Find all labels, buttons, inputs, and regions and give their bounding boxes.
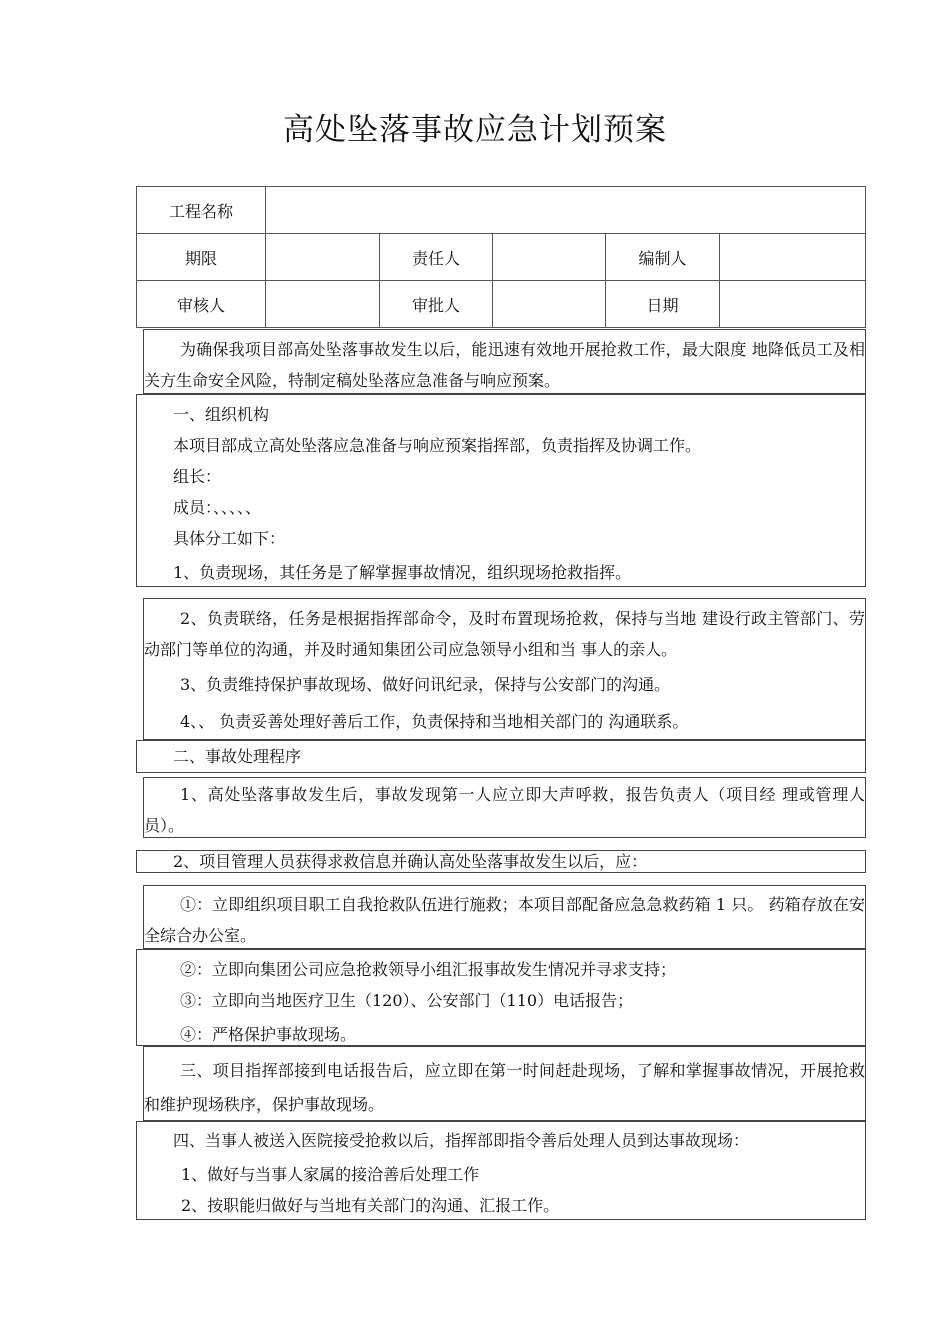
procedure-sub-3: ③：立即向当地医疗卫生（120）、公安部门（110）电话报告； — [180, 991, 634, 1010]
intro-section — [143, 329, 866, 394]
leader-line: 组长： — [173, 467, 222, 486]
aftercare-item-2: 2、按职能归做好与当地有关部门的沟通、汇报工作。 — [181, 1196, 560, 1215]
approver-value[interactable] — [493, 281, 606, 328]
command-section — [143, 1046, 866, 1121]
procedure-sub-2: ②：立即向集团公司应急抢救领导小组汇报事故发生情况并寻求支持； — [180, 960, 677, 979]
procedure-sub-4: ④：严格保护事故现场。 — [180, 1025, 357, 1044]
project-name-label: 工程名称 — [137, 187, 266, 234]
aftercare-item-1: 1、做好与当事人家属的接洽善后处理工作 — [181, 1165, 480, 1184]
duty-4: 4、、 负责妥善处理好善后工作，负责保持和当地相关部门的 沟通联系。 — [180, 712, 689, 731]
organization-line: 本项目部成立高处坠落应急准备与响应预案指挥部，负责指挥及协调工作。 — [173, 436, 702, 455]
aftercare-section — [136, 1121, 866, 1220]
procedure-step1-box — [143, 777, 866, 838]
procedure-heading-box — [136, 740, 866, 773]
duty-3: 3、负责维持保护事故现场、做好问讯纪录，保持与公安部门的沟通。 — [180, 675, 671, 694]
document-title: 高处坠落事故应急计划预案 — [283, 112, 667, 148]
aftercare-heading: 四、当事人被送入医院接受抢救以后，指挥部即指令善后处理人员到达事故现场： — [173, 1131, 750, 1150]
period-label: 期限 — [137, 234, 266, 281]
project-info-table — [136, 186, 866, 328]
organization-section — [136, 394, 866, 587]
editor-value[interactable] — [720, 234, 866, 281]
procedure-heading: 二、事故处理程序 — [173, 747, 302, 766]
division-line: 具体分工如下： — [173, 529, 286, 548]
procedure-sub-1: ①：立即组织项目职工自我抢救队伍进行施救；本项目部配备应急急救药箱 1 只。 药箱存放在安全综合办公室。 — [144, 895, 865, 945]
responsible-value[interactable] — [493, 234, 606, 281]
procedure-step-2: 2、项目管理人员获得求救信息并确认高处坠落事故发生以后，应： — [173, 852, 648, 871]
editor-label: 编制人 — [606, 234, 720, 281]
date-value[interactable] — [720, 281, 866, 328]
period-value[interactable] — [266, 234, 380, 281]
procedure-sub1-box — [143, 885, 866, 949]
reviewer-value[interactable] — [266, 281, 380, 328]
organization-heading: 一、组织机构 — [173, 405, 270, 424]
intro-text: 为确保我项目部高处坠落事故发生以后，能迅速有效地开展抢救工作，最大限度 地降低员工及相关方生命安全风险，特制定稿处坠落应急准备与响应预案。 — [144, 340, 865, 390]
procedure-step-1: 1、高处坠落事故发生后，事故发现第一人应立即大声呼救，报告负责人（项目经 理或管理人员）。 — [144, 785, 865, 835]
duty-1: 1、负责现场，其任务是了解掌握事故情况，组织现场抢救指挥。 — [173, 563, 632, 582]
date-label: 日期 — [606, 281, 720, 328]
procedure-subs-box — [136, 949, 866, 1046]
reviewer-label: 审核人 — [137, 281, 266, 328]
responsible-label: 责任人 — [380, 234, 493, 281]
command-text: 三、项目指挥部接到电话报告后，应立即在第一时间赶赴现场，了解和掌握事故情况，开展抢救和维护现场秩序，保护事故现场。 — [144, 1061, 865, 1114]
project-name-value[interactable] — [266, 187, 866, 234]
procedure-step2-box — [136, 850, 866, 873]
approver-label: 审批人 — [380, 281, 493, 328]
members-line: 成员：、、、、、 — [173, 498, 262, 517]
duty-2: 2、负责联络，任务是根据指挥部命令，及时布置现场抢救，保持与当地 建设行政主管部门、劳动部门等单位的沟通，并及时通知集团公司应急领导小组和当 事人的亲人。 — [144, 609, 865, 659]
duties-section — [143, 598, 866, 740]
